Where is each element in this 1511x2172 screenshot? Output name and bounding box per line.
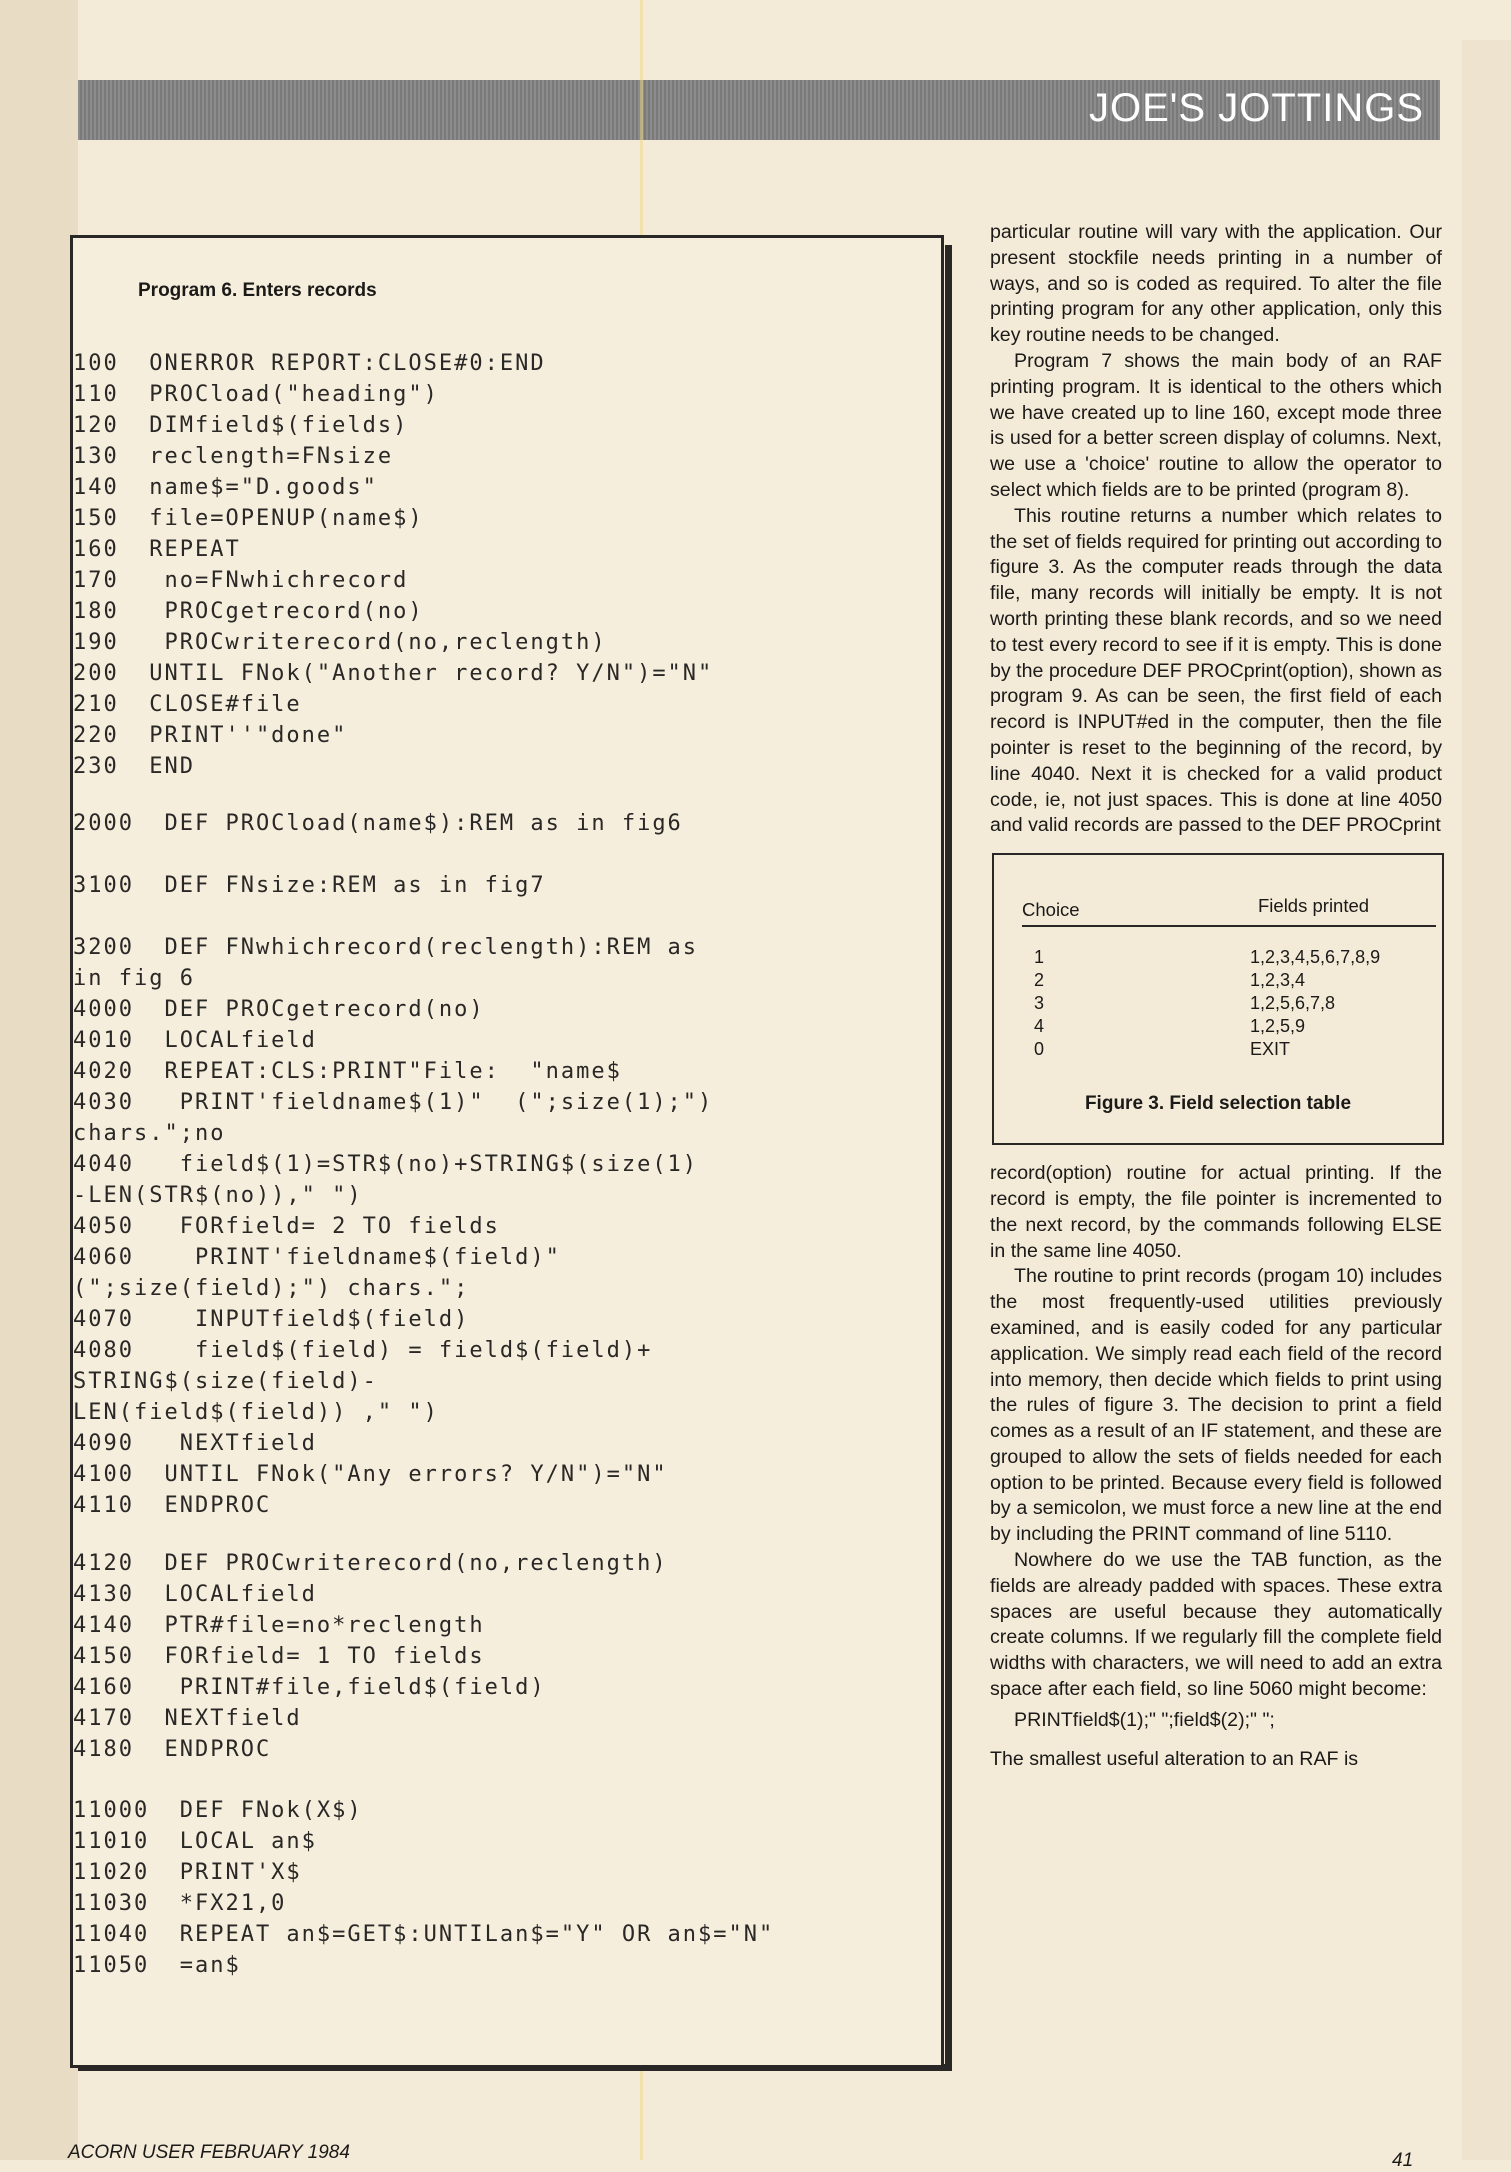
publication-footer: ACORN USER FEBRUARY 1984 xyxy=(68,2142,350,2163)
figure-3-table xyxy=(992,853,1444,1145)
fields-cell: 1,2,5,9 xyxy=(1250,1016,1306,1037)
code-block-getrecord: 2000 DEF PROCload(name$):REM as in fig6 3100 DEF FNsize:REM as in fig7 3200 DEF FNwhichrecord(reclength):REM as in fig 6 4000 DEF PROCgetrecord(no) 4010 LOCALfield 4020 REPEAT:CLS:PRINT"File: "name$ 4030 PRINT'fieldname$(1)" (";size(1);") chars.";no 4040 field$(1)=STR$(no)+STRING$(size(1) -LEN(STR$(no))," ") 4050 FORfield= 2 TO fields 4060 PRINT'fieldname$(field)" (";size(field);") chars."; 4070 INPUTfield$(field) 4080 field$(field) = field$(field)+ STRING$(size(field)- LEN(field$(field)) ," ") 4090 NEXTfield 4100 UNTIL FNok("Any errors? Y/N")="N" 4110 ENDPROC xyxy=(73,811,714,1518)
article-paragraph: Program 7 shows the main body of an RAF printing program. It is identical to the others which we have created up to line 160, except mode three is used for a better screen display of columns. Next, we use a 'choice' routine to allow the operator to select which fields are to be printed (program 8). xyxy=(990,349,1442,501)
table-row xyxy=(994,970,1442,993)
code-box-shadow-right xyxy=(945,245,952,2070)
figure-table-header xyxy=(1022,895,1436,927)
code-block-main: 100 ONERROR REPORT:CLOSE#0:END 110 PROCload("heading") 120 DIMfield$(fields) 130 reclength=FNsize 140 name$="D.goods" 150 file=OPENUP(name$) 160 REPEAT 170 no=FNwhichrecord 180 PROCgetrecord(no) 190 PROCwriterecord(no,reclength) 200 UNTIL FNok("Another record? Y/N")="N" 210 CLOSE#file 220 PRINT''"done" 230 END xyxy=(73,351,714,779)
program-caption: Program 6. Enters records xyxy=(138,280,377,301)
article-paragraph: particular routine will vary with the application. Our present stockfile needs printing in a number of ways, and so is coded as required. To alter the file printing program for any other application, only this key routine needs to be changed. xyxy=(990,221,1442,347)
section-header-bar xyxy=(78,80,1440,140)
figure-table-body xyxy=(994,947,1442,1062)
figure-caption: Figure 3. Field selection table xyxy=(1084,1093,1352,1115)
table-row xyxy=(994,993,1442,1016)
section-title: JOE'S JOTTINGS xyxy=(1089,86,1424,130)
left-page-bleed xyxy=(0,0,78,2160)
fields-cell: 1,2,5,6,7,8 xyxy=(1250,993,1336,1014)
column-header-fields: Fields printed xyxy=(1258,895,1370,917)
article-paragraph: This routine returns a number which relates to the set of fields required for printing out according to figure 3. As the computer reads through the data file, many records will initially be empty. It is not worth printing these blank records, and so we need to test every record to see if it is empty. This is done by the procedure DEF PROCprint(option), shown as program 9. As can be seen, the first field of each record is INPUT#ed in the computer, then the file pointer is reset to the beginning of the record, by line 4040. Next it is checked for a valid product code, ie, not just spaces. This is done at line 4050 and valid records are passed to the DEF PROCprint xyxy=(990,504,1443,837)
fields-cell: 1,2,3,4,5,6,7,8,9 xyxy=(1250,947,1381,968)
column-header-choice: Choice xyxy=(1022,899,1080,921)
choice-cell: 3 xyxy=(1034,993,1045,1014)
choice-cell: 4 xyxy=(1034,1016,1045,1037)
article-paragraph: The routine to print records (progam 10) includes the most frequently-used utilities previously examined, and is easily coded for any particular application. We simply read each field of the record into memory, then decide which fields to print using the rules of figure 3. The decision to print a field comes as a result of an IF statement, and these are grouped to allow the sets of fields needed for each option to be printed. Because every field is followed by a semicolon, we must force a new line at the end by including the PRINT command of line 5110. xyxy=(990,1265,1442,1546)
table-row xyxy=(994,947,1442,970)
program-listing-box xyxy=(70,235,944,2068)
right-page-bleed xyxy=(1462,40,1511,2160)
fields-cell: EXIT xyxy=(1250,1039,1291,1060)
choice-cell: 0 xyxy=(1034,1039,1045,1060)
article-paragraph: record(option) routine for actual printing. If the record is empty, the file pointer is incremented to the next record, by the commands following ELSE in the same line 4050. xyxy=(990,1162,1442,1262)
code-block-writerecord: 4120 DEF PROCwriterecord(no,reclength) 4130 LOCALfield 4140 PTR#file=no*reclength 4150 FORfield= 1 TO fields 4160 PRINT#file,field$(field) 4170 NEXTfield 4180 ENDPROC xyxy=(73,1551,668,1762)
page-number: 41 xyxy=(1392,2150,1414,2171)
article-paragraph: The smallest useful alteration to an RAF is xyxy=(990,1747,1359,1770)
table-row xyxy=(994,1039,1442,1062)
code-block-fnok: 11000 DEF FNok(X$) 11010 LOCAL an$ 11020 PRINT'X$ 11030 *FX21,0 11040 REPEAT an$=GET$:UNTILan$="Y" OR an$="N" 11050 =an$ xyxy=(73,1798,775,1978)
article-column xyxy=(990,220,1442,1773)
choice-cell: 2 xyxy=(1034,970,1045,991)
table-row xyxy=(994,1016,1442,1039)
article-paragraph: Nowhere do we use the TAB function, as the fields are already padded with spaces. These extra spaces are useful because they automatically create columns. If we regularly fill the complete field widths with characters, we will need to add an extra space after each field, so line 5060 might become: xyxy=(990,1549,1442,1701)
choice-cell: 1 xyxy=(1034,947,1045,968)
inline-code-line: PRINTfield$(1);" ";field$(2);" "; xyxy=(1014,1708,1275,1731)
fields-cell: 1,2,3,4 xyxy=(1250,970,1306,991)
